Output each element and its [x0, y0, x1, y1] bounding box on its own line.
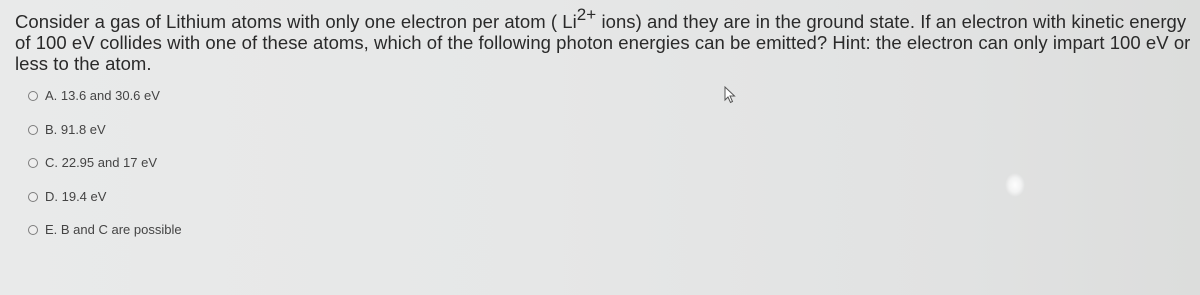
- question-text-part-2: ions) and they are in the ground state. If an electron with kinetic energy of 100 eV collides with one of these atoms, which of the following photon energies can be emitted? Hint: the electron can only impart 100 eV or less to the atom.: [15, 11, 1191, 74]
- option-e[interactable]: [28, 222, 182, 237]
- ion-charge-superscript: 2+: [576, 4, 597, 24]
- option-a-label: A. 13.6 and 30.6 eV: [45, 88, 160, 103]
- mouse-pointer-icon: [724, 86, 736, 104]
- radio-d[interactable]: [28, 192, 38, 202]
- option-c[interactable]: [28, 155, 157, 170]
- option-e-label: E. B and C are possible: [45, 222, 182, 237]
- question-text: [15, 4, 1195, 74]
- radio-b[interactable]: [28, 125, 38, 135]
- option-b-label: B. 91.8 eV: [45, 122, 106, 137]
- radio-e[interactable]: [28, 225, 38, 235]
- option-c-label: C. 22.95 and 17 eV: [45, 155, 158, 170]
- radio-a[interactable]: [28, 91, 38, 101]
- question-text-part-1: Consider a gas of Lithium atoms with only one electron per atom ( Li: [15, 11, 577, 32]
- option-d[interactable]: [28, 189, 106, 204]
- option-a[interactable]: [28, 88, 160, 103]
- screen-glare: [1003, 172, 1029, 198]
- option-b[interactable]: [28, 122, 106, 137]
- option-d-label: D. 19.4 eV: [45, 189, 107, 204]
- radio-c[interactable]: [28, 158, 38, 168]
